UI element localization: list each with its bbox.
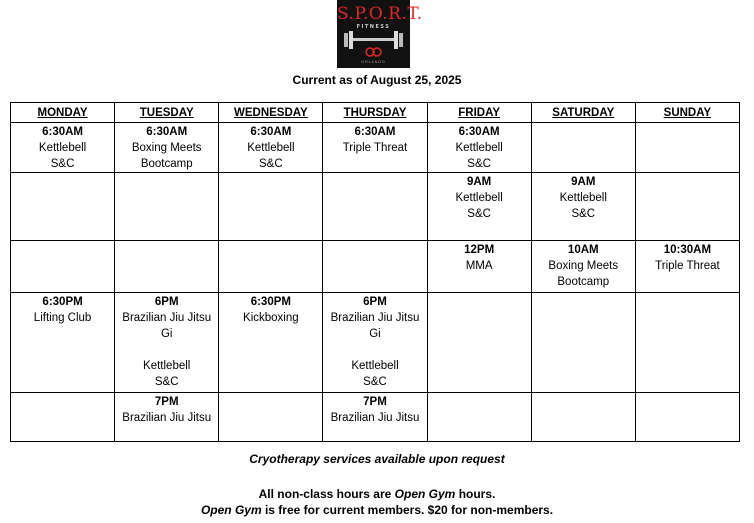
class-name: Kettlebell S&C bbox=[559, 192, 607, 220]
open-gym-line2-a: Open Gym bbox=[200, 503, 262, 517]
schedule-cell-monday bbox=[11, 173, 115, 241]
logo-sub-text: FITNESS bbox=[356, 24, 391, 30]
class-time: 6:30AM bbox=[458, 126, 500, 138]
class-time: 10AM bbox=[567, 244, 599, 256]
schedule-cell-wednesday bbox=[219, 393, 323, 442]
day-header-friday: FRIDAY bbox=[427, 103, 531, 123]
sport-fitness-logo bbox=[337, 0, 423, 68]
class-time: 7PM bbox=[154, 396, 179, 408]
schedule-cell-monday bbox=[11, 241, 115, 293]
class-name: Kettlebell S&C bbox=[455, 192, 503, 220]
class-time: 6:30AM bbox=[146, 126, 188, 138]
open-gym-line2-b: is free for current members. $20 for non-members. bbox=[261, 503, 554, 517]
schedule-cell-friday bbox=[427, 123, 531, 173]
schedule-cell-tuesday bbox=[115, 293, 219, 393]
class-name: Brazilian Jiu Jitsu bbox=[330, 412, 420, 424]
class-time: 6:30AM bbox=[42, 126, 84, 138]
day-header-tuesday: TUESDAY bbox=[115, 103, 219, 123]
cryotherapy-note-text: Cryotherapy services available upon request bbox=[249, 452, 505, 466]
schedule-cell-sunday bbox=[635, 393, 739, 442]
current-as-of: Current as of August 25, 2025 bbox=[292, 73, 462, 87]
schedule-cell-thursday bbox=[323, 293, 427, 393]
schedule-row bbox=[11, 293, 740, 393]
cryotherapy-note bbox=[0, 452, 754, 466]
schedule-cell-tuesday bbox=[115, 393, 219, 442]
class-spacer bbox=[325, 342, 424, 358]
schedule-cell-monday bbox=[11, 123, 115, 173]
day-header-row bbox=[11, 103, 740, 123]
class-time: 6:30AM bbox=[250, 126, 292, 138]
open-gym-note-line1 bbox=[0, 487, 754, 501]
schedule-cell-tuesday bbox=[115, 123, 219, 173]
class-time: 10:30AM bbox=[663, 244, 712, 256]
class-name: Brazilian Jiu Jitsu Gi bbox=[122, 312, 212, 340]
schedule-cell-sunday bbox=[635, 293, 739, 393]
class-time: 7PM bbox=[363, 396, 387, 408]
schedule-cell-tuesday bbox=[115, 173, 219, 241]
class-name-secondary: Kettlebell S&C bbox=[351, 360, 399, 388]
schedule-cell-thursday bbox=[323, 173, 427, 241]
barbell-icon bbox=[341, 30, 406, 58]
class-time: 6:30PM bbox=[42, 296, 83, 308]
class-time: 6PM bbox=[363, 296, 387, 308]
schedule-cell-saturday bbox=[531, 241, 635, 293]
schedule-cell-wednesday bbox=[219, 241, 323, 293]
schedule-cell-saturday bbox=[531, 123, 635, 173]
schedule-row bbox=[11, 173, 740, 241]
class-name: Brazilian Jiu Jitsu bbox=[122, 412, 212, 424]
class-time: 6PM bbox=[154, 296, 179, 308]
open-gym-line1-a: All non-class hours are bbox=[258, 487, 395, 501]
open-gym-line1-c: hours. bbox=[455, 487, 496, 501]
schedule-row bbox=[11, 123, 740, 173]
open-gym-line1-b: Open Gym bbox=[394, 487, 456, 501]
class-name: Lifting Club bbox=[33, 312, 92, 324]
class-name: Triple Threat bbox=[342, 142, 408, 154]
class-name: MMA bbox=[465, 260, 493, 272]
day-header-sunday: SUNDAY bbox=[635, 103, 739, 123]
schedule-cell-wednesday bbox=[219, 293, 323, 393]
schedule-cell-saturday bbox=[531, 173, 635, 241]
schedule-cell-thursday bbox=[323, 393, 427, 442]
logo-brand-text: S.P.O.R.T. bbox=[337, 4, 423, 24]
class-name: Triple Threat bbox=[655, 260, 720, 272]
class-name: Boxing Meets Bootcamp bbox=[548, 260, 619, 288]
schedule-cell-wednesday bbox=[219, 123, 323, 173]
class-time: 6:30AM bbox=[354, 126, 396, 138]
schedule-cell-wednesday bbox=[219, 173, 323, 241]
class-name: Kettlebell S&C bbox=[247, 142, 295, 170]
class-name: Kickboxing bbox=[243, 312, 299, 324]
schedule-cell-sunday bbox=[635, 173, 739, 241]
schedule-cell-monday bbox=[11, 393, 115, 442]
class-name-secondary: Kettlebell S&C bbox=[143, 360, 191, 388]
class-schedule-table bbox=[10, 102, 740, 442]
schedule-cell-sunday bbox=[635, 123, 739, 173]
schedule-cell-saturday bbox=[531, 393, 635, 442]
class-name: Kettlebell S&C bbox=[455, 142, 503, 170]
schedule-cell-thursday bbox=[323, 123, 427, 173]
class-spacer bbox=[117, 342, 216, 358]
class-time: 9AM bbox=[466, 176, 492, 188]
class-time: 12PM bbox=[464, 244, 495, 256]
class-time: 9AM bbox=[571, 176, 596, 188]
class-time: 6:30PM bbox=[250, 296, 291, 308]
logo-tagline: ORLANDO bbox=[361, 60, 386, 64]
schedule-cell-friday bbox=[427, 393, 531, 442]
schedule-row bbox=[11, 393, 740, 442]
schedule-cell-monday bbox=[11, 293, 115, 393]
schedule-cell-sunday bbox=[635, 241, 739, 293]
class-name: Brazilian Jiu Jitsu Gi bbox=[330, 312, 420, 340]
class-name: Kettlebell S&C bbox=[38, 142, 87, 170]
schedule-cell-saturday bbox=[531, 293, 635, 393]
schedule-cell-friday bbox=[427, 241, 531, 293]
schedule-cell-friday bbox=[427, 173, 531, 241]
class-name: Boxing Meets Bootcamp bbox=[131, 142, 202, 170]
schedule-row bbox=[11, 241, 740, 293]
schedule-cell-friday bbox=[427, 293, 531, 393]
day-header-monday: MONDAY bbox=[11, 103, 115, 123]
schedule-cell-thursday bbox=[323, 241, 427, 293]
open-gym-note-line2 bbox=[0, 503, 754, 517]
day-header-wednesday: WEDNESDAY bbox=[219, 103, 323, 123]
day-header-saturday: SATURDAY bbox=[531, 103, 635, 123]
day-header-thursday: THURSDAY bbox=[323, 103, 427, 123]
schedule-cell-tuesday bbox=[115, 241, 219, 293]
